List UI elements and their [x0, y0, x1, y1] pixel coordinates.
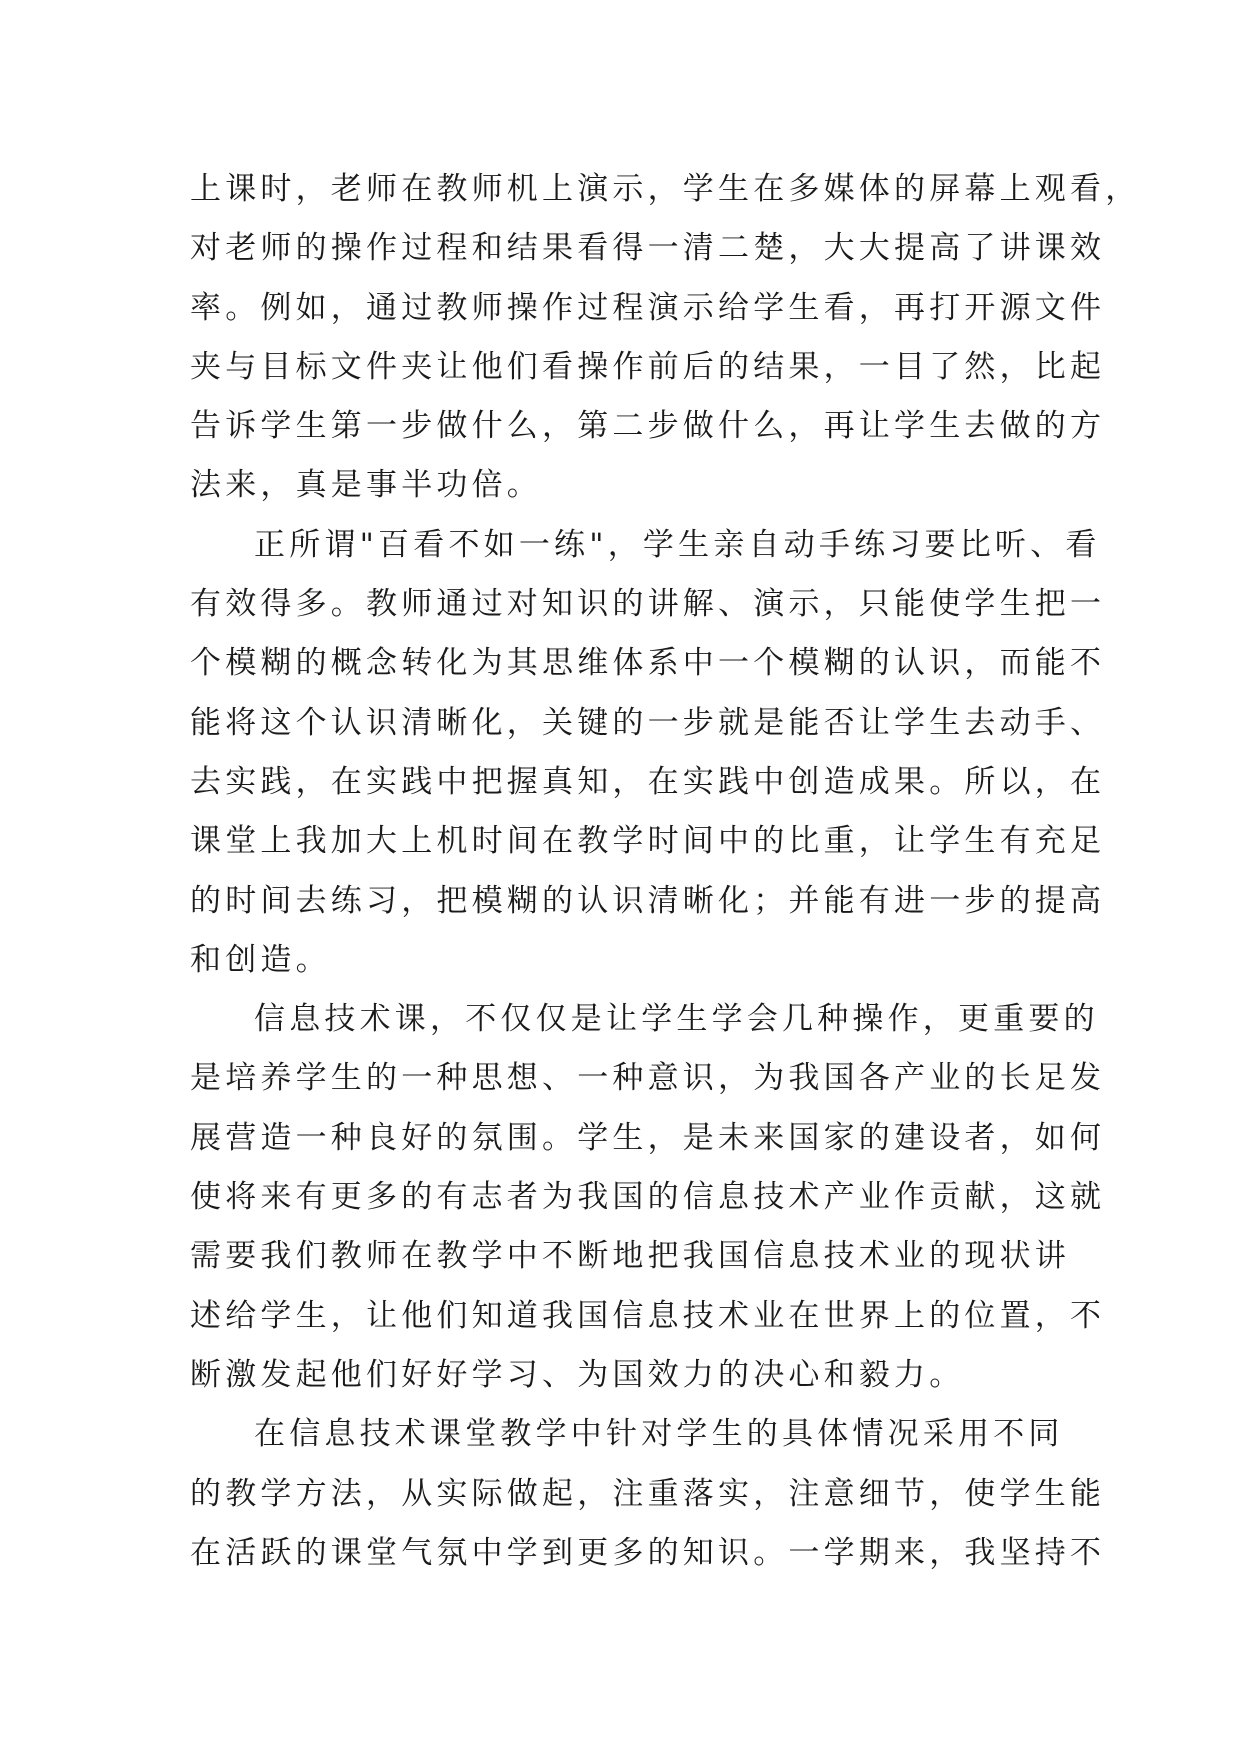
text-line: 的时间去练习，把模糊的认识清晰化；并能有进一步的提高 [190, 882, 1106, 919]
text-line: 需要我们教师在教学中不断地把我国信息技术业的现状讲 [190, 1238, 1070, 1275]
text-line: 和创造。 [190, 941, 331, 978]
text-line: 法来，真是事半功倍。 [190, 467, 542, 504]
text-line: 对老师的操作过程和结果看得一清二楚，大大提高了讲课效 [190, 230, 1106, 267]
text-line: 断激发起他们好好学习、为国效力的决心和毅力。 [190, 1356, 965, 1393]
text-line: 率。例如，通过教师操作过程演示给学生看，再打开源文件 [190, 289, 1106, 326]
paragraph-first-line: 信息技术课，不仅仅是让学生学会几种操作，更重要的 [254, 1001, 1099, 1038]
text-line: 述给学生，让他们知道我国信息技术业在世界上的位置，不 [190, 1297, 1106, 1334]
paragraph-first-line: 正所谓"百看不如一练"，学生亲自动手练习要比听、看 [254, 526, 1101, 563]
text-line: 能将这个认识清晰化，关键的一步就是能否让学生去动手、 [190, 704, 1106, 741]
body-text [190, 160, 1141, 1583]
text-line: 使将来有更多的有志者为我国的信息技术产业作贡献，这就 [190, 1179, 1106, 1216]
text-line: 课堂上我加大上机时间在教学时间中的比重，让学生有充足 [190, 823, 1106, 860]
paragraph-first-line: 在信息技术课堂教学中针对学生的具体情况采用不同 [254, 1416, 1064, 1453]
text-line: 在活跃的课堂气氛中学到更多的知识。一学期来，我坚持不 [190, 1534, 1106, 1571]
text-line: 个模糊的概念转化为其思维体系中一个模糊的认识，而能不 [190, 645, 1106, 682]
text-line: 是培养学生的一种思想、一种意识，为我国各产业的长足发 [190, 1060, 1106, 1097]
text-line: 的教学方法，从实际做起，注重落实，注意细节，使学生能 [190, 1475, 1106, 1512]
text-line: 有效得多。教师通过对知识的讲解、演示，只能使学生把一 [190, 586, 1106, 623]
text-line: 去实践，在实践中把握真知，在实践中创造成果。所以，在 [190, 763, 1106, 800]
text-line: 上课时，老师在教师机上演示，学生在多媒体的屏幕上观看， [190, 171, 1141, 207]
text-line: 告诉学生第一步做什么，第二步做什么，再让学生去做的方 [190, 408, 1106, 445]
text-line: 展营造一种良好的氛围。学生，是未来国家的建设者，如何 [190, 1119, 1106, 1156]
text-line: 夹与目标文件夹让他们看操作前后的结果，一目了然，比起 [190, 348, 1106, 385]
